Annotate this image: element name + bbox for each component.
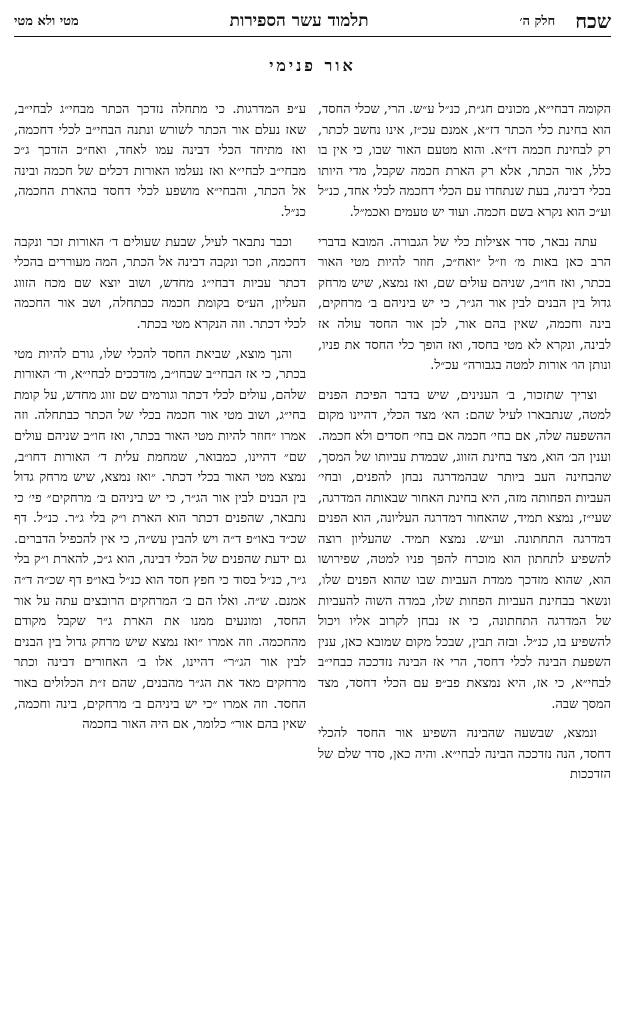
right-column: [318, 100, 611, 1018]
paragraph: והנך מוצא, שביאת החסד להכלי שלו, גורם להיות מטי בכתר, כי אז הבחי״ב שבחו״ב, מזדככים לבחי״א, וד׳ האורות שלהם, עולים לכלי דכתר וגורמים שם זווג מחדש, על קומת בחי״ג, ושוב מטי אור חכמה בכלי של הכתר כבתחלה. וזה אמרו ״חוזר להיות מטי האור בכתר, ואז חו״ב שניהם עולים שם״ דהיינו, כמבואר, שמחמת עלית ד׳ האורות דחו״ב, נמצא מטי האור בכלי דכתר. ״ואז נמצא, שיש מרחק גדול בין הבנים לבין אור הג״ר, כי יש ביניהם ב׳ מרחקים״ פי׳ כי נתבאר, שהפנים דכתר הוא הארת ו״ק בלי ג״ר. כנ״ל. דף שכ״ד באו״פ ד״ה ויש להבין עש״ה, כי אין להכפיל הדברים. גם ידעת שהפנים של הכלי דבינה, הוא ג״כ, להארת ו״ק בלי ג״ר, כנ״ל בסוד כי חפץ חסד הוא כנ״ל באו״פ דף שכ״ה ד״ה אמנם. ש״ה. ואלו הם ב׳ המרחקים הרובצים עתה על אור החסד, ומונעים ממנו את הארת ג״ר שקבל מקודם מהחכמה. וזה אמרו ״ואז נמצא שיש מרחק גדול בין הבנים לבין אור הג״ר״ דהיינו, אלו ב׳ האחורים דבינה וכתר מרחקים מאד את הג״ר מהבנים, שהם ז״ת הכלולים באור החסד. וזה אמרו ״כי יש ביניהם ב׳ מרחקים, בינה וחכמה, שאין בהם אור״ כלומר, אם היה האור בחכמה: [14, 346, 306, 733]
paragraph: וכבר נתבאר לעיל, שבעת שעולים ד׳ האורות זכר ונקבה דחכמה, וזכר ונקבה דבינה אל הכתר, המה מעוררים בהכלי דכתר עביות דבחי״ג מחדש, ושוב יוצא שם מכח הזווג העליון, הע״ס בקומת חכמה כבתחלה, ושב אור החכמה לכלי דכתר. וזה הנקרא מטי בכתר.: [14, 234, 306, 332]
left-column: [14, 100, 306, 1018]
folio-number: שכח: [575, 8, 611, 33]
page-header: [14, 6, 611, 37]
book-title: תלמוד עשר הספירות: [229, 11, 369, 31]
paragraph: וצריך שתזכור, ב׳ הענינים, שיש בדבר הפיכת הפנים למטה, שנתבארו לעיל שהם: הא׳ מצד הכלי, דהיינו מקום ההשפעה שלה, אם בחי׳ חכמה אם בחי׳ חסדים ולא חכמה. וענין הב׳ הוא, מצד בחינת הזווג, שבמדת עביותו של המסך, שהבחינה העב ביותר שבהמדרגה נבחן להפנים, ובחי׳ העביות הפחותה מזה, היא בחינת האחור שבאותה המדרגה, שעי״ז, נמצא תמיד, שהאחור דמדרגה העליונה, הוא הפנים דמדרגה התחתונה. וע״ש. נמצא תמיד. שהעליון רוצה להשפיע לתחתון הוא מוכרח להפך פניו למטה, שפירושו הוא, שהוא מזדכך ממדת העביות שבו שהוא הפנים שלו, ונשאר בבחינת העביות הפחות שלו, במדה השוה להעביות של המדרגה התחתונה, כי אז נבחן לקרוב אליו ויכול להשפיע בו, כנ״ל. ובזה תבין, שבכל מקום שמובא כאן, ענין השפעת הבינה לכלי דחסד, הרי אז הבינה נזדככה כבחי״ב לבחי״א, כי אז, היא נמצאת פב״פ עם הכלי דחסד, מצד המסך שבה.: [318, 387, 611, 712]
paragraph: הקומה דבחי״א, מכונים חג״ת, כנ״ל ע״ש. הרי, שכלי החסד, הוא בחינת כלי הכתר דז״א, אמנם עכ״ז, אינו נחשב לכתר, רק לבחינת חכמה דז״א. והוא מטעם האור שבו, כי אין בו כלל, אור הכתר, אלא רק הארת חכמה שקבל, מדי היותו בכלי דבינה, בעת שנתחדו עם הכלי דחכמה לכלי אחד, כנ״ל וע״כ הוא נקרא בשם חכמה. ועוד יש טעמים ואכמ״ל.: [318, 102, 611, 220]
commentary-title: אור פנימי: [269, 56, 356, 75]
topic-label: מטי ולא מטי: [14, 14, 79, 29]
paragraph: ונמצא, שבשעה שהבינה השפיע אור החסד להכלי דחסד, הנה נזדככה הבינה לבחי״א. והיה כאן, סדר שלם של הזדככות: [318, 726, 611, 783]
paragraph: ע״פ המדרגות. כי מתחלה נזדכך הכתר מבחי״ג לבחי״ב, שאז נעלם אור הכתר לשורש ונתנה הבחי״ב לכלי דחכמה, ואז מתיחד הכלי דבינה עמו לאחד, ואח״כ הזדכך ג״כ מבחי״ב לבחי״א ואז נעלמו האורות דכלים של חכמה ובינה אל הכתר, והבחי״א מושפע לכלי דחסד בהארת החכמה, כנ״ל.: [14, 102, 306, 220]
section-label: חלק ה׳: [519, 14, 556, 29]
paragraph: עתה נבאר, סדר אצילות כלי של הגבורה. המובא בדברי הרב כאן באות מ׳ וז״ל ״ואח״כ, חוזר להיות מטי האור בכתר, ואז חו״ב, שניהם עולים שם, ואז נמצא, שיש מרחק גדול בין הבנים לבין אור הג״ר, כי יש ביניהם ב׳ מרחקים, בינה וחכמה, שאין בהם אור, לכן אור החסד עולה אז לבינה, ונקרא לא מטי בחסד, ואז הופך כלי החסד את פניו, ונותן הו׳ אורות למטה בגבורה״ עכ״ל.: [318, 234, 611, 374]
